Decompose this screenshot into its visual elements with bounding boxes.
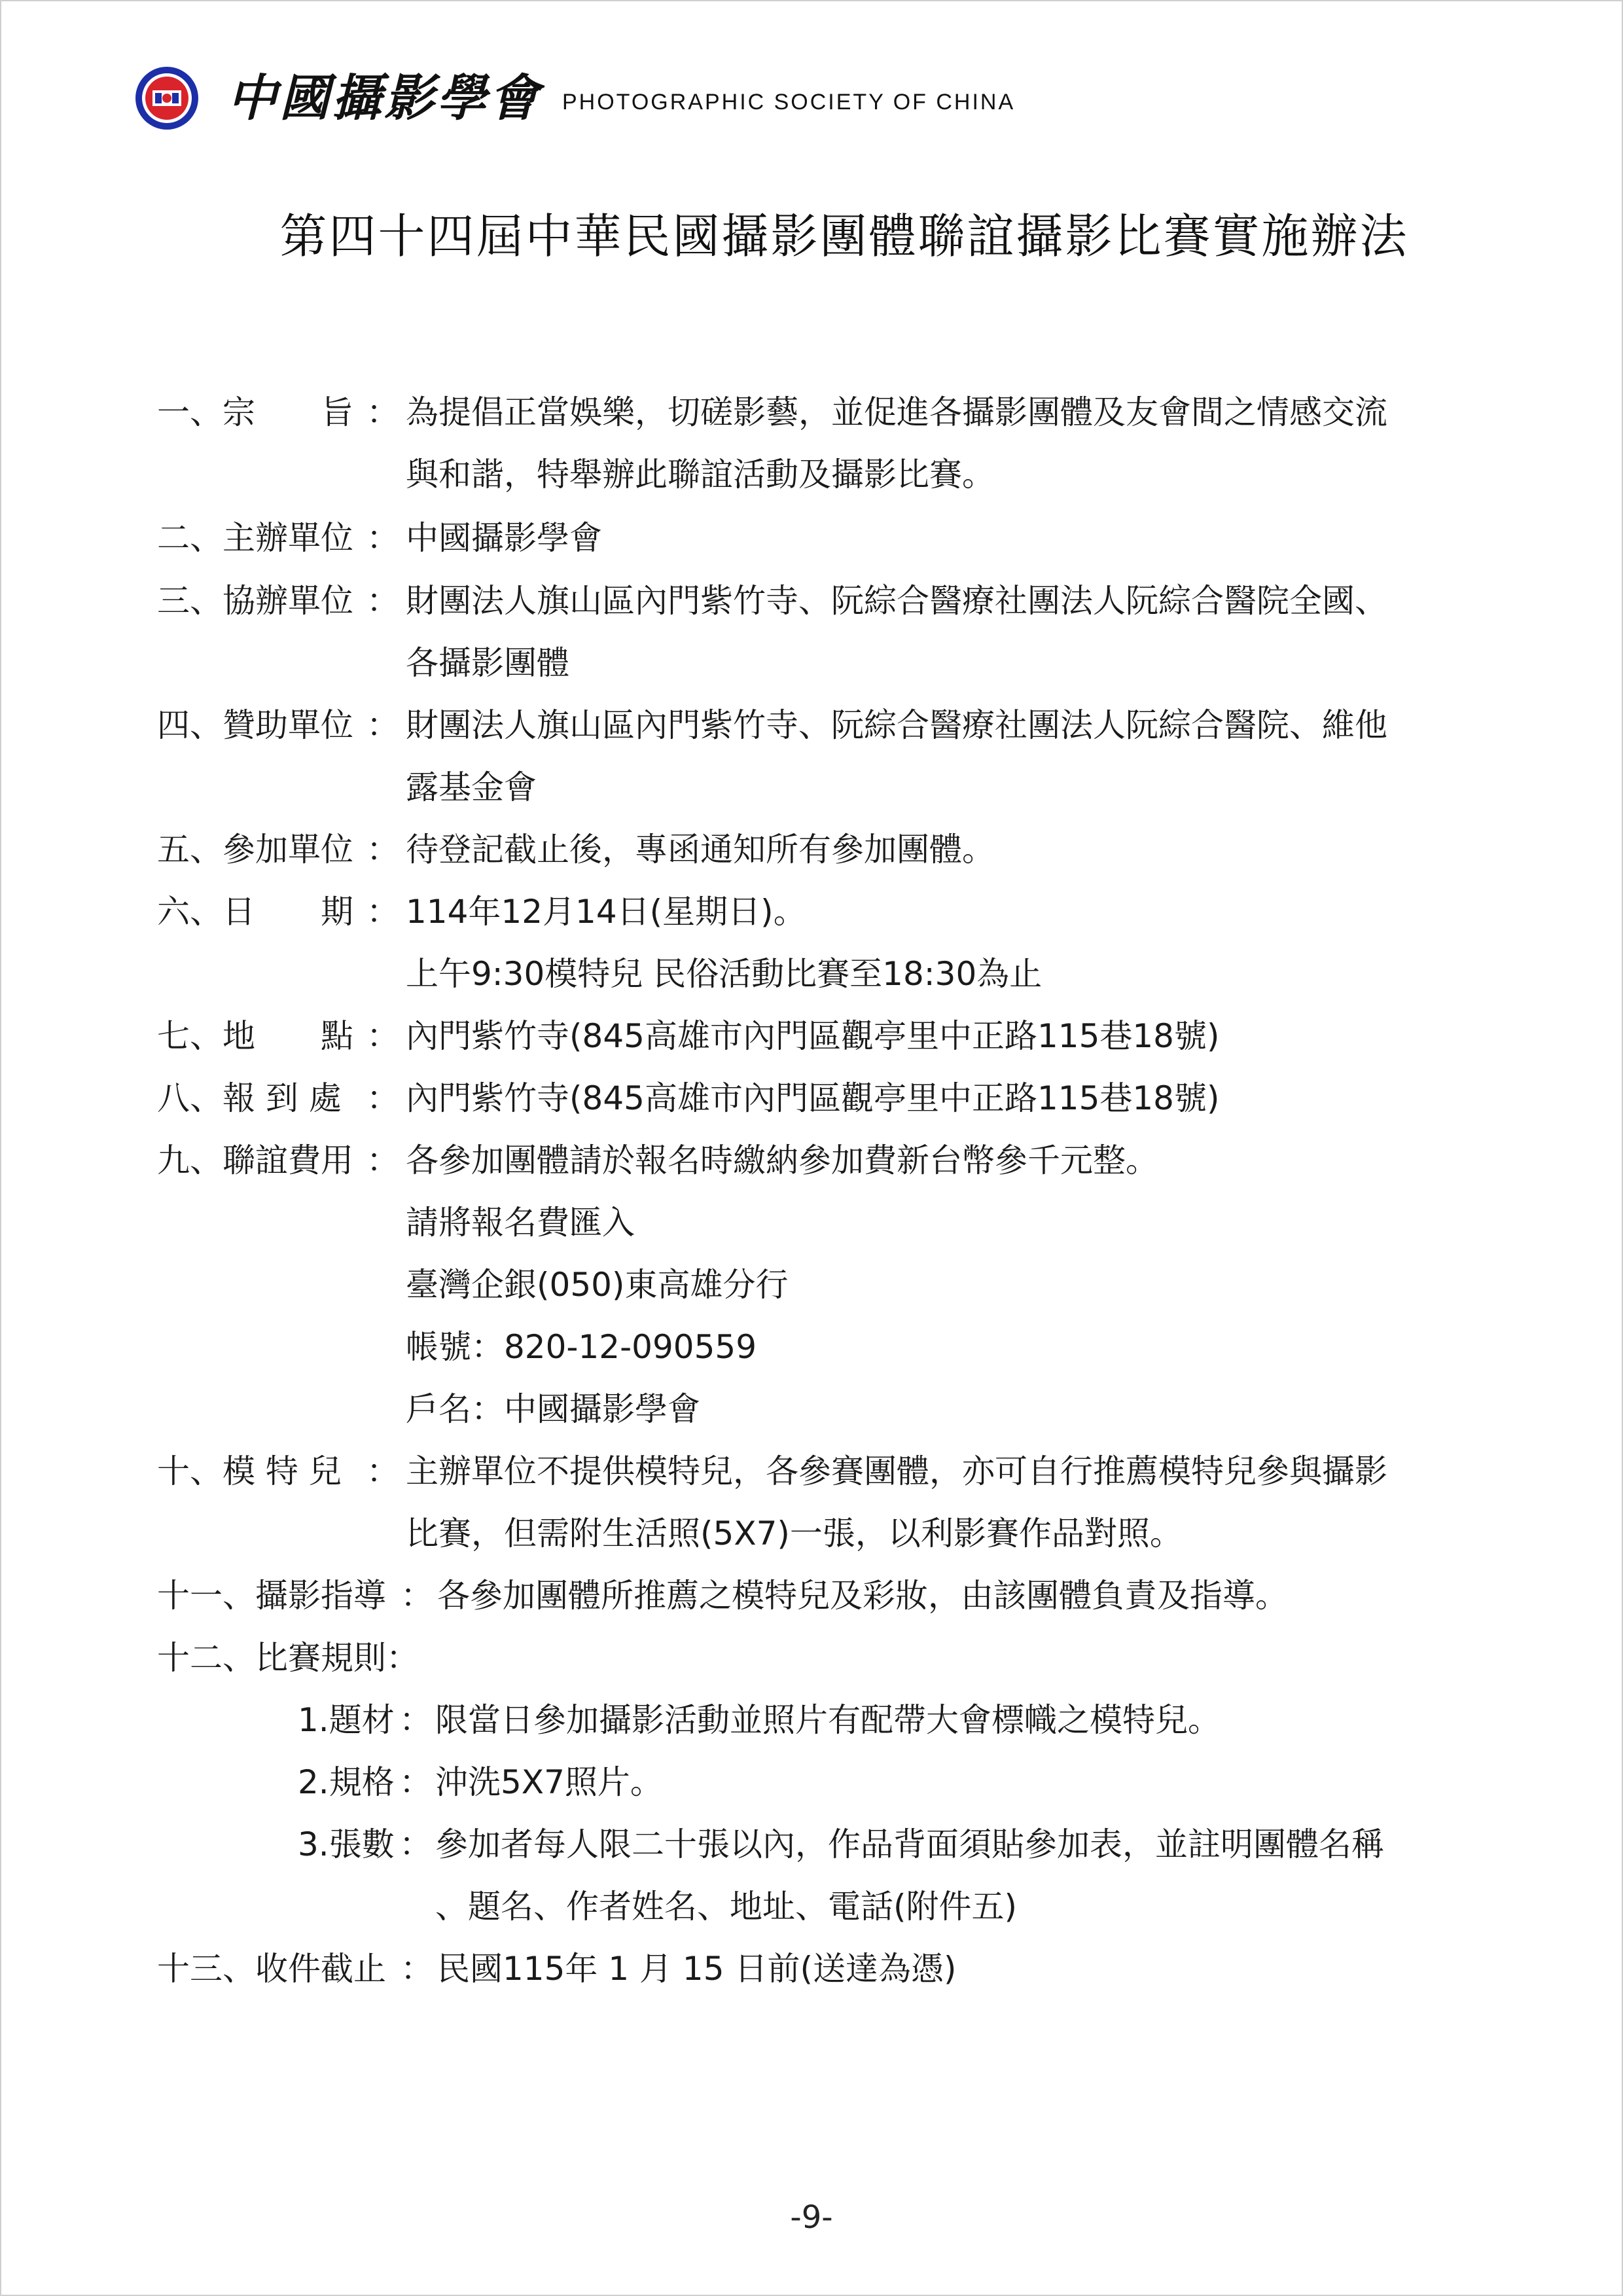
- section-line: 為提倡正當娛樂，切磋影藝，並促進各攝影團體及友會間之情感交流: [406, 393, 1387, 431]
- section-venue: [0, 1013, 1623, 1059]
- section-label: 十二、比賽規則：: [157, 1639, 419, 1677]
- section-line: 露基金會: [406, 768, 537, 806]
- section-label: 九、聯誼費用: [157, 1141, 353, 1179]
- brand-name-chinese: 中國攝影學會: [227, 69, 541, 127]
- section-line: 帳號：820-12-090559: [406, 1328, 757, 1366]
- section-sponsor-cont: [0, 764, 1623, 810]
- section-label: 三、協辦單位: [157, 582, 353, 620]
- section-label: 七、地 點: [157, 1017, 353, 1055]
- page-number: -9-: [790, 2199, 833, 2236]
- rule-label: 1.題材: [298, 1701, 395, 1739]
- section-rules: [0, 1635, 1623, 1681]
- section-line: 比賽，但需附生活照(5X7)一張，以利影賽作品對照。: [406, 1515, 1183, 1552]
- section-label: 六、日 期: [157, 893, 353, 931]
- section-colon: ：: [366, 582, 399, 620]
- section-colon: ：: [401, 1950, 433, 1988]
- section-colon: ：: [366, 1017, 399, 1055]
- section-line: 114年12月14日(星期日)。: [406, 893, 806, 931]
- section-line: 臺灣企銀(050)東高雄分行: [406, 1266, 789, 1304]
- section-line: 民國115年 1 月 15 日前(送達為憑): [437, 1950, 957, 1988]
- section-label: 二、主辦單位: [157, 519, 353, 557]
- letterhead: [134, 62, 1015, 134]
- rule-item: [0, 1821, 1623, 1867]
- section-fee: [0, 1138, 1623, 1183]
- rule-item-cont: [0, 1884, 1623, 1929]
- section-colon: ：: [366, 1452, 399, 1490]
- document-title: [0, 209, 1623, 264]
- section-fee-account: [0, 1324, 1623, 1370]
- section-models-cont: [0, 1511, 1623, 1556]
- section-label: 十三、收件截止: [157, 1950, 386, 1988]
- section-date: [0, 889, 1623, 935]
- section-organizer: [0, 515, 1623, 561]
- rule-item: [0, 1697, 1623, 1743]
- rule-colon: ：: [399, 1825, 432, 1863]
- section-fee-bank: [0, 1262, 1623, 1308]
- section-co-organizer-cont: [0, 640, 1623, 686]
- section-line: 各參加團體所推薦之模特兒及彩妝，由該團體負責及指導。: [437, 1577, 1288, 1615]
- section-deadline: [0, 1946, 1623, 1992]
- society-logo-icon: [134, 65, 200, 131]
- section-colon: ：: [401, 1577, 433, 1615]
- section-line: 各參加團體請於報名時繳納參加費新台幣參千元整。: [406, 1141, 1158, 1179]
- section-date-cont: [0, 951, 1623, 997]
- section-guidance: [0, 1573, 1623, 1619]
- section-colon: ：: [366, 1079, 399, 1117]
- rule-label: 3.張數: [298, 1825, 395, 1863]
- section-colon: ：: [366, 706, 399, 744]
- rule-line: 參加者每人限二十張以內，作品背面須貼參加表，並註明團體名稱: [435, 1825, 1384, 1863]
- rule-colon: ：: [399, 1763, 432, 1801]
- section-purpose: [0, 389, 1623, 435]
- rule-label: 2.規格: [298, 1763, 395, 1801]
- rule-line: 限當日參加攝影活動並照片有配帶大會標幟之模特兒。: [435, 1701, 1221, 1739]
- section-models: [0, 1448, 1623, 1494]
- section-check-in: [0, 1075, 1623, 1121]
- section-colon: ：: [366, 1141, 399, 1179]
- section-line: 與和諧，特舉辦此聯誼活動及攝影比賽。: [406, 456, 995, 493]
- section-line: 上午9:30模特兒 民俗活動比賽至18:30為止: [406, 955, 1043, 993]
- section-line: 內門紫竹寺(845高雄市內門區觀亭里中正路115巷18號): [406, 1079, 1220, 1117]
- section-line: 主辦單位不提供模特兒，各參賽團體，亦可自行推薦模特兒參與攝影: [406, 1452, 1387, 1490]
- brand-name-english: PHOTOGRAPHIC SOCIETY OF CHINA: [562, 89, 1016, 115]
- rule-item: [0, 1759, 1623, 1805]
- section-colon: ：: [366, 831, 399, 869]
- section-colon: ：: [366, 519, 399, 557]
- document-title-text: 第四十四屆中華民國攝影團體聯誼攝影比賽實施辦法: [279, 209, 1409, 264]
- section-sponsor: [0, 702, 1623, 748]
- section-fee-account-name: [0, 1386, 1623, 1432]
- rule-line: 、題名、作者姓名、地址、電話(附件五): [435, 1888, 1018, 1926]
- section-participants: [0, 827, 1623, 872]
- section-label: 一、宗 旨: [157, 393, 353, 431]
- section-colon: ：: [366, 893, 399, 931]
- rule-line: 沖洗5X7照片。: [435, 1763, 663, 1801]
- section-colon: ：: [366, 393, 399, 431]
- section-line: 財團法人旗山區內門紫竹寺、阮綜合醫療社團法人阮綜合醫院、維他: [406, 706, 1387, 744]
- section-label: 十一、攝影指導: [157, 1577, 386, 1615]
- section-line: 內門紫竹寺(845高雄市內門區觀亭里中正路115巷18號): [406, 1017, 1220, 1055]
- section-label: 五、參加單位: [157, 831, 353, 869]
- section-label: 四、贊助單位: [157, 706, 353, 744]
- section-line: 戶名：中國攝影學會: [406, 1390, 700, 1428]
- section-co-organizer: [0, 578, 1623, 624]
- section-line: 各攝影團體: [406, 644, 569, 682]
- section-line: 請將報名費匯入: [406, 1204, 635, 1242]
- section-line: 財團法人旗山區內門紫竹寺、阮綜合醫療社團法人阮綜合醫院全國、: [406, 582, 1387, 620]
- section-label: 十、模 特 兒: [157, 1452, 342, 1490]
- section-line: 中國攝影學會: [406, 519, 602, 557]
- rule-colon: ：: [399, 1701, 432, 1739]
- section-label: 八、報 到 處: [157, 1079, 342, 1117]
- section-purpose-cont: [0, 452, 1623, 497]
- section-fee-cont: [0, 1200, 1623, 1246]
- section-line: 待登記截止後，專函通知所有參加團體。: [406, 831, 995, 869]
